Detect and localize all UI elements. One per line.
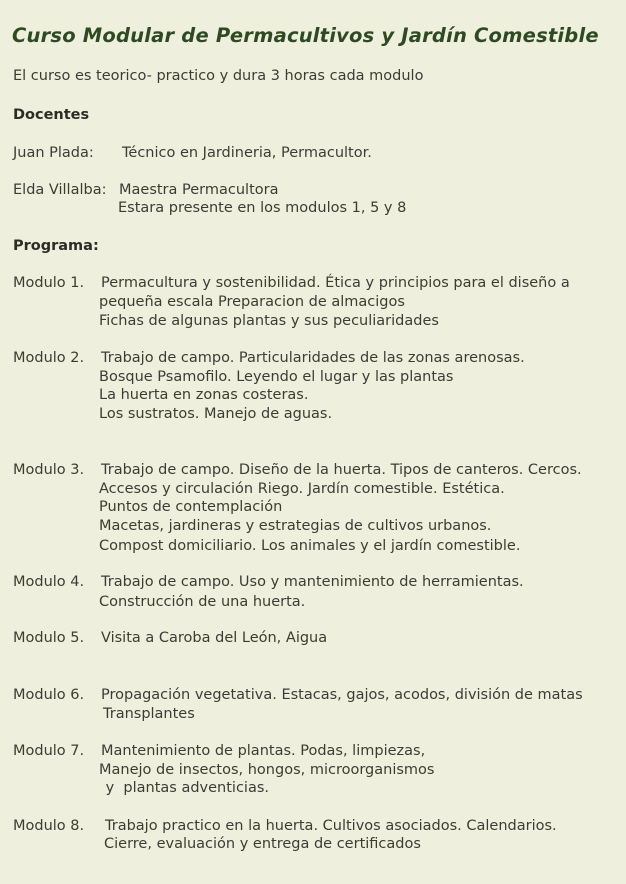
module-line: pequeña escala Preparacion de almacigos	[99, 294, 405, 310]
module-line: Los sustratos. Manejo de aguas.	[99, 406, 333, 422]
module-line: Fichas de algunas plantas y sus peculiaridades	[99, 313, 439, 329]
page-title: Curso Modular de Permacultivos y Jardín Comestible	[12, 24, 599, 47]
docente-name: Elda Villalba:	[13, 182, 107, 198]
docente-name: Juan Plada:	[13, 145, 94, 161]
module-line: Construcción de una huerta.	[99, 594, 306, 610]
module-label: Modulo 7.	[13, 743, 85, 759]
module-line: y plantas adventicias.	[101, 780, 269, 796]
module-line: Trabajo de campo. Particularidades de las zonas arenosas.	[101, 350, 525, 366]
intro-text: El curso es teorico- practico y dura 3 horas cada modulo	[13, 68, 424, 84]
module-line: Manejo de insectos, hongos, microorganismos	[99, 762, 435, 778]
module-line: La huerta en zonas costeras.	[99, 387, 309, 403]
programa-heading: Programa:	[13, 238, 99, 254]
module-label: Modulo 3.	[13, 462, 85, 478]
module-label: Modulo 5.	[13, 630, 85, 646]
module-label: Modulo 4.	[13, 574, 85, 590]
module-line: Cierre, evaluación y entrega de certificados	[104, 836, 421, 852]
module-line: Puntos de contemplación	[99, 499, 283, 515]
module-line: Trabajo de campo. Uso y mantenimiento de herramientas.	[101, 574, 524, 590]
module-line: Propagación vegetativa. Estacas, gajos, acodos, división de matas	[101, 687, 583, 703]
module-line: Bosque Psamofilo. Leyendo el lugar y las plantas	[99, 369, 454, 385]
docente-role: Maestra Permacultora	[119, 182, 279, 198]
module-line: Compost domiciliario. Los animales y el jardín comestible.	[99, 538, 521, 554]
module-label: Modulo 1.	[13, 275, 85, 291]
docente-note: Estara presente en los modulos 1, 5 y 8	[118, 200, 407, 216]
module-line: Mantenimiento de plantas. Podas, limpiezas,	[101, 743, 426, 759]
module-label: Modulo 2.	[13, 350, 85, 366]
docente-role: Técnico en Jardineria, Permacultor.	[122, 145, 372, 161]
module-line: Trabajo de campo. Diseño de la huerta. Tipos de canteros. Cercos.	[101, 462, 582, 478]
module-line: Visita a Caroba del León, Aigua	[101, 630, 328, 646]
module-line: Permacultura y sostenibilidad. Ética y principios para el diseño a	[101, 275, 570, 291]
module-line: Transplantes	[103, 706, 195, 722]
module-label: Modulo 8.	[13, 818, 85, 834]
docentes-heading: Docentes	[13, 107, 90, 123]
module-label: Modulo 6.	[13, 687, 85, 703]
module-line: Accesos y circulación Riego. Jardín comestible. Estética.	[99, 481, 505, 497]
module-line: Macetas, jardineras y estrategias de cultivos urbanos.	[99, 518, 492, 534]
module-line: Trabajo practico en la huerta. Cultivos asociados. Calendarios.	[105, 818, 557, 834]
